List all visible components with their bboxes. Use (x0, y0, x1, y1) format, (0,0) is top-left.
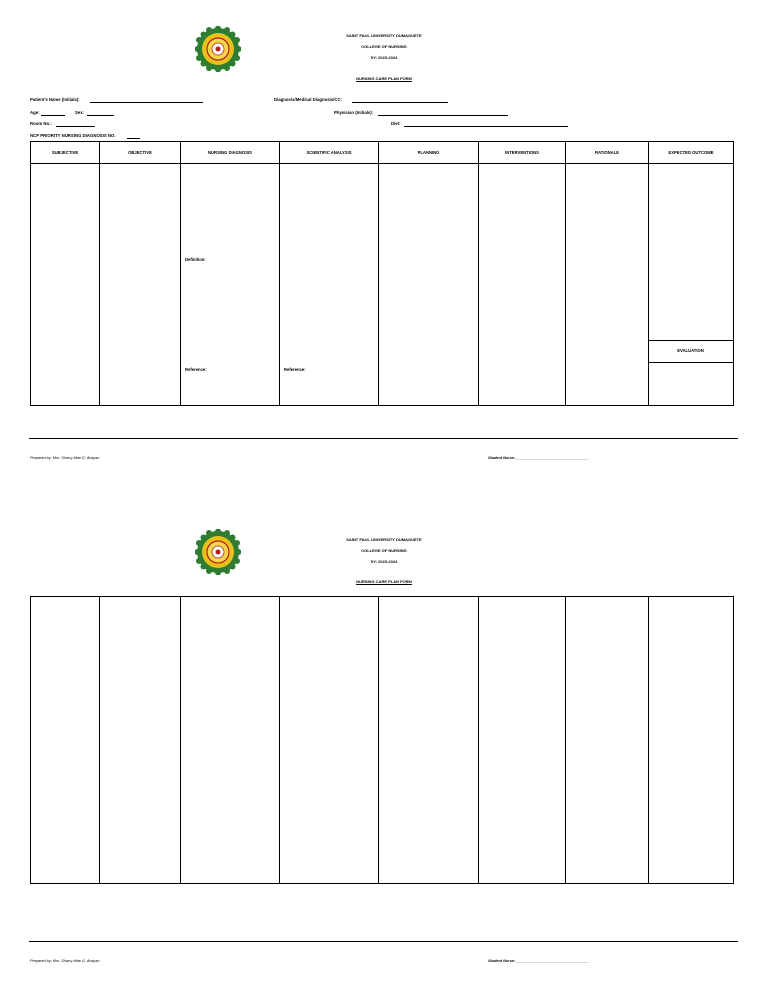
prepared-by: Prepared by: Mrs. Sharry Mae G. Avayan (30, 456, 100, 460)
col-planning: PLANNING (379, 142, 479, 164)
col-rationale: RATIONALE (566, 142, 649, 164)
student-nurse-line[interactable]: ___________________________________ (515, 456, 590, 460)
physician-field[interactable] (378, 115, 508, 116)
room-label: Room No.: (30, 121, 52, 126)
ncp-priority-field[interactable] (127, 138, 140, 139)
school-year: SY: 2023-2024 (370, 55, 398, 60)
diagnosis-label: Diagnosis/Medical Diagnosis/CC: (274, 97, 343, 102)
prepared-by: Prepared by: Mrs. Sharry Mae G. Avayan (30, 959, 100, 963)
university-name: SAINT PAUL UNIVERSITY DUMAGUETE (346, 537, 422, 542)
table-row (31, 597, 734, 884)
sex-label: Sex: (75, 110, 85, 115)
objective-cell[interactable] (100, 597, 181, 884)
care-plan-table (30, 141, 734, 406)
form-title: NURSING CARE PLAN FORM (356, 579, 412, 584)
col-objective: OBJECTIVE (100, 142, 181, 164)
footer-rule (29, 941, 738, 942)
room-field[interactable] (56, 126, 95, 127)
col-interventions: INTERVENTIONS (479, 142, 566, 164)
evaluation-label: EVALUATION (677, 348, 704, 353)
definition-label: Definition: (185, 257, 206, 262)
college-name: COLLEGE OF NURSING (361, 548, 407, 553)
student-nurse-label: Student Nurse: (488, 456, 516, 460)
col-nursing-diagnosis: NURSING DIAGNOSIS (181, 142, 280, 164)
university-name: SAINT PAUL UNIVERSITY DUMAGUETE (346, 33, 422, 38)
col-subjective: SUBJECTIVE (31, 142, 100, 164)
objective-cell[interactable] (100, 164, 181, 406)
diet-field[interactable] (404, 126, 568, 127)
nursing-diagnosis-cell[interactable] (181, 597, 280, 884)
footer-rule (29, 438, 738, 439)
subjective-cell[interactable] (31, 164, 100, 406)
planning-cell[interactable] (379, 597, 479, 884)
patient-name-field[interactable] (90, 102, 203, 103)
age-field[interactable] (41, 115, 65, 116)
student-nurse-label: Student Nurse: (488, 959, 516, 963)
student-nurse (488, 456, 589, 460)
table-row (31, 164, 734, 406)
col-scientific-analysis: SCIENTIFIC ANALYSIS (280, 142, 379, 164)
diagnosis-field[interactable] (352, 102, 448, 103)
ncp-priority-label: NCP PRIORITY NURSING DIAGNOSIS NO. (30, 133, 116, 138)
college-name: COLLEGE OF NURSING (361, 44, 407, 49)
evaluation-header (648, 340, 733, 363)
expected-outcome-cell[interactable] (649, 597, 734, 884)
expected-outcome-cell[interactable] (649, 164, 734, 406)
col-expected-outcome: EXPECTED OUTCOME (649, 142, 734, 164)
patient-name-label: Patient's Name (Initials): (30, 97, 80, 102)
rationale-cell[interactable] (566, 597, 649, 884)
sex-field[interactable] (87, 115, 114, 116)
interventions-cell[interactable] (479, 164, 566, 406)
physician-label: Physician (Initials): (334, 110, 374, 115)
table-header-row (31, 142, 734, 164)
care-plan-table-continued (30, 596, 734, 884)
student-nurse (488, 959, 589, 963)
planning-cell[interactable] (379, 164, 479, 406)
interventions-cell[interactable] (479, 597, 566, 884)
subjective-cell[interactable] (31, 597, 100, 884)
age-label: Age: (30, 110, 40, 115)
reference-label-analysis: Reference: (284, 367, 306, 372)
school-year: SY: 2023-2024 (370, 559, 398, 564)
student-nurse-line[interactable]: ___________________________________ (515, 959, 590, 963)
rationale-cell[interactable] (566, 164, 649, 406)
diet-label: Diet: (391, 121, 401, 126)
form-title: NURSING CARE PLAN FORM (356, 76, 412, 81)
scientific-analysis-cell[interactable] (280, 597, 379, 884)
reference-label-diagnosis: Reference: (185, 367, 207, 372)
